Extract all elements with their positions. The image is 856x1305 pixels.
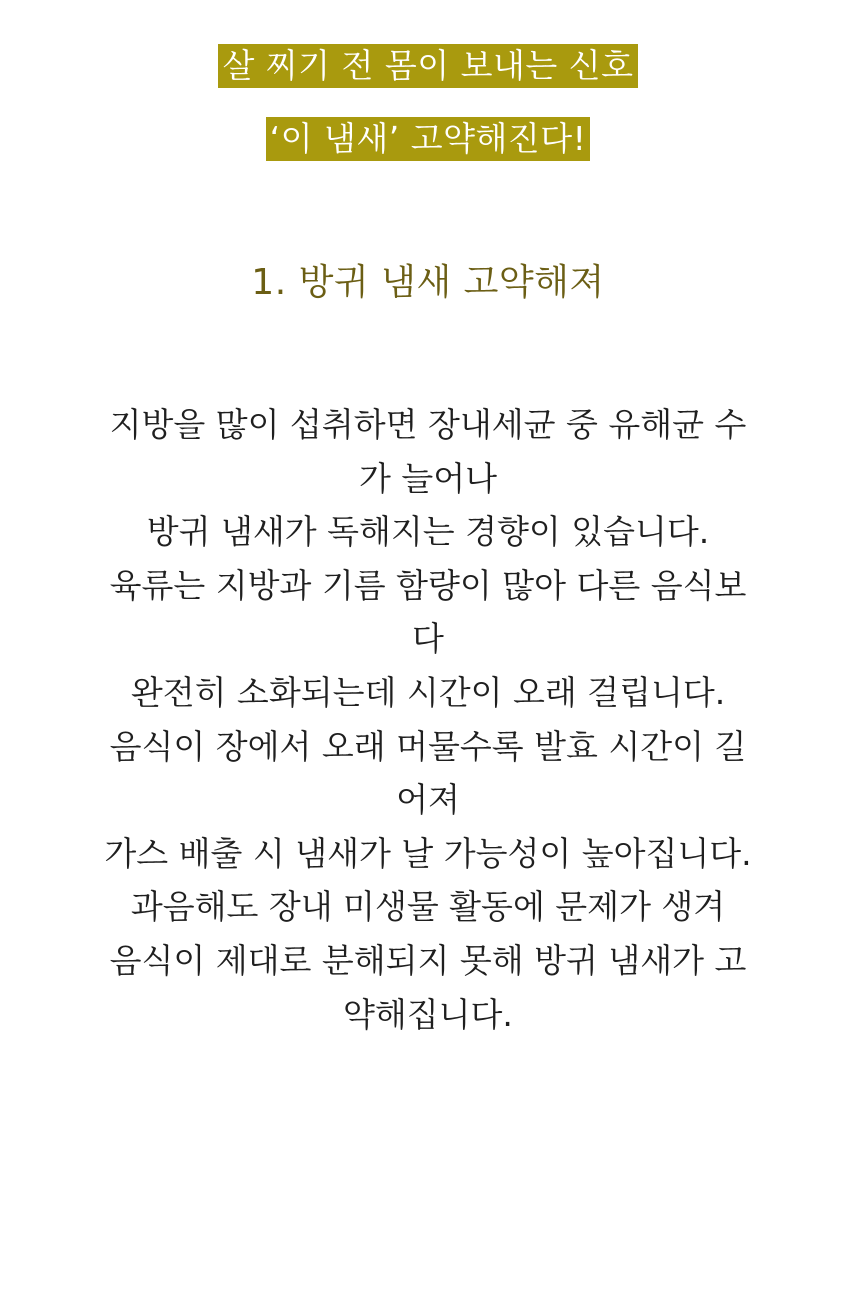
body-line: 지방을 많이 섭취하면 장내세균 중 유해균 수	[109, 405, 747, 444]
body-line: 과음해도 장내 미생물 활동에 문제가 생겨	[130, 887, 726, 927]
headline-line-1	[0, 44, 856, 88]
body-line: 완전히 소화되는데 시간이 오래 걸립니다.	[130, 672, 726, 712]
body-line: 약해집니다.	[343, 994, 513, 1034]
body-line: 음식이 제대로 분해되지 못해 방귀 냄새가 고	[109, 940, 747, 980]
body-line: 방귀 냄새가 독해지는 경향이 있습니다.	[146, 512, 710, 552]
body-line: 가 늘어나	[358, 458, 497, 498]
body-line: 음식이 장에서 오래 머물수록 발효 시간이 길	[109, 726, 747, 766]
headline-line-2	[0, 117, 856, 161]
section-title: 1. 방귀 냄새 고약해져	[251, 262, 605, 303]
headline-highlight-2: ‘이 냄새’ 고약해진다!	[266, 117, 591, 161]
body-line: 가스 배출 시 냄새가 날 가능성이 높아집니다.	[104, 833, 752, 873]
body-line: 육류는 지방과 기름 함량이 많아 다른 음식보	[109, 565, 747, 605]
headline-highlight-1: 살 찌기 전 몸이 보내는 신호	[218, 44, 637, 88]
body-line: 다	[412, 619, 444, 659]
article-body	[40, 398, 816, 1041]
body-line: 어져	[396, 780, 460, 820]
